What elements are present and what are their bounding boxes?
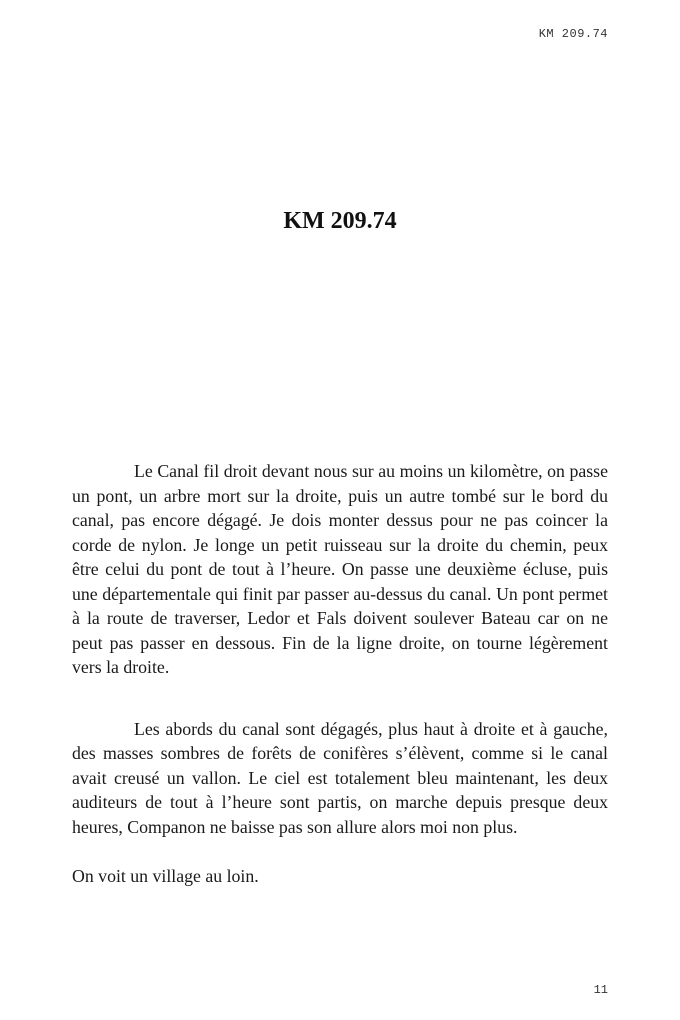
chapter-title: KM 209.74 <box>283 208 397 234</box>
running-header: KM 209.74 <box>538 27 608 41</box>
body-text <box>72 459 608 889</box>
page-number: 11 <box>593 983 608 997</box>
paragraph-3: On voit un village au loin. <box>72 866 259 886</box>
paragraph-1: Le Canal fil droit devant nous sur au moins un kilomètre, on passe un pont, un arbre mort sur la droite, puis un autre tombé sur le bord du canal, pas encore dégagé. Je dois monter dessus pour ne pas coincer la corde de nylon. Je longe un petit ruisseau sur la droite du chemin, peux être celui du pont de tout à l’heure. On passe une deuxième écluse, puis une départementale qui finit par passer au-dessus du canal. Un pont permet à la route de traverser, Ledor et Fals doivent soulever Bateau car on ne peut pas passer en dessous. Fin de la ligne droite, on tourne légèrement vers la droite. <box>72 461 608 677</box>
paragraph-2: Les abords du canal sont dégagés, plus haut à droite et à gauche, des masses sombres de forêts de conifères s’élèvent, comme si le canal avait creusé un vallon. Le ciel est totalement bleu maintenant, les deux auditeurs de tout à l’heure sont partis, on marche depuis presque deux heures, Companon ne baisse pas son allure alors moi non plus. <box>72 718 608 837</box>
